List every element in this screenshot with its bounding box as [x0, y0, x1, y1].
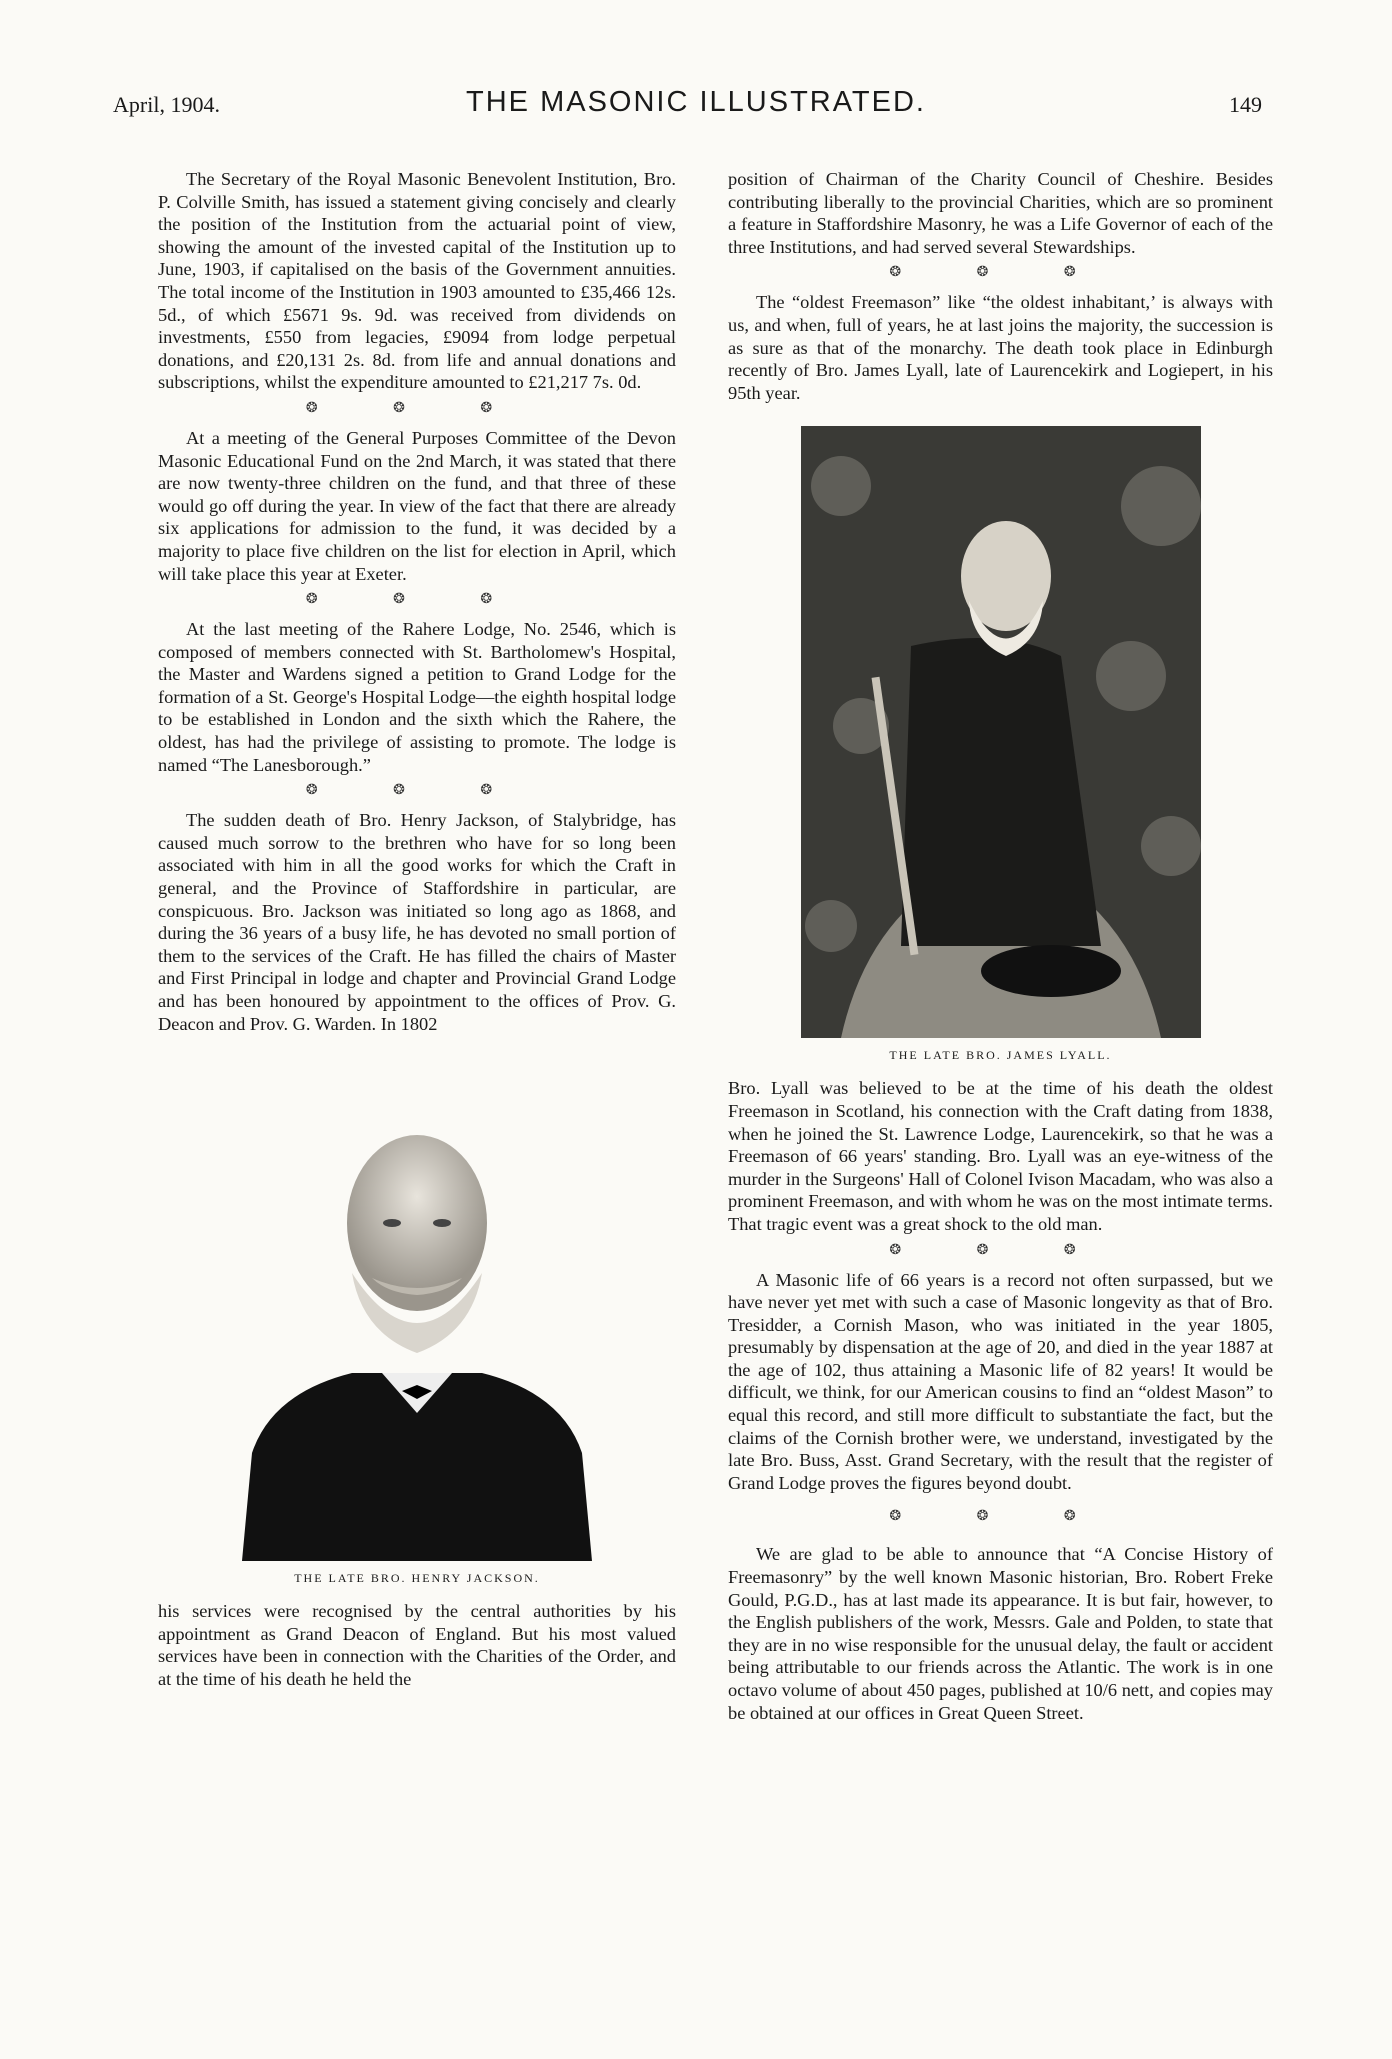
section-ornament: ❂ ❂ ❂ — [889, 265, 1112, 281]
article-jackson-conclusion: position of Chairman of the Charity Council of Cheshire. Besides contributing liberally to the provincial Charities, which are so prominent a feature in Staffordshire Masonry, he was a Life Governor of each of the three Institutions, and had served several Stewardships. — [728, 169, 1273, 257]
section-ornament: ❂ ❂ ❂ — [889, 1242, 1112, 1258]
left-column — [158, 168, 676, 1691]
article-concise-history: We are glad to be able to announce that “A Concise History of Freemasonry” by the well known Masonic historian, Bro. Robert Freke Gould, P.G.D., has at last made its appearance. It is but fair, however, to the English publishers of the work, Messrs. Gale and Polden, to state that they are in no wise responsible for the unusual delay, the fault or accident being attributable to our friends across the Atlantic. The work is in one octavo volume of about 450 pages, published at 10/6 nett, and copies may be obtained at our offices in Great Queen Street. — [728, 1544, 1273, 1723]
article-henry-jackson: The sudden death of Bro. Henry Jackson, of Stalybridge, has caused much sorrow to the brethren who have for so long been associated with him in all the good works for which the Craft in general, and the Province of Staffordshire in particular, are conspicuous. Bro. Jackson was initiated so long ago as 1868, and during the 36 years of a busy life, he has devoted no small portion of them to the services of the Craft. He has filled the chairs of Master and First Principal in lodge and chapter and Provincial Grand Lodge and has been honoured by appointment to the offices of Prov. G. Deacon and Prov. G. Warden. In 1802 — [158, 810, 676, 1034]
article-devon-educational-fund: At a meeting of the General Purposes Committee of the Devon Masonic Educational Fund on the 2nd March, it was stated that there are now twenty-three children on the fund, and that three of these would go off during the year. In view of the fact that there are already six applications for admission to the fund, it was decided by a majority to place five children on the list for election in April, which will take place this year at Exeter. — [158, 427, 676, 584]
article-henry-jackson-continued: his services were recognised by the central authorities by his appointment as Grand Deacon of England. But his most valued services have been in connection with the Charities of the Order, and at the time of his death he held the — [158, 1601, 676, 1689]
section-ornament: ❂ ❂ ❂ — [889, 1509, 1112, 1525]
james-lyall-portrait — [801, 426, 1201, 1038]
right-column — [728, 168, 1273, 1724]
issue-date: April, 1904. — [113, 92, 220, 117]
section-ornament: ❂ ❂ ❂ — [305, 400, 529, 416]
article-rahere-lodge: At the last meeting of the Rahere Lodge, No. 2546, which is composed of members connected with St. Bartholomew's Hospital, the Master and Wardens signed a petition to Grand Lodge for the formation of a St. George's Hospital Lodge—the eighth hospital lodge to be established in London and the sixth which the Rahere, the oldest, has had the privilege of assisting to promote. The lodge is named “The Lanesborough.” — [158, 619, 676, 775]
henry-jackson-portrait — [232, 1073, 602, 1561]
page-number: 149 — [1229, 92, 1262, 117]
page-header — [0, 86, 1392, 126]
lyall-caption: THE LATE BRO. JAMES LYALL. — [889, 1048, 1112, 1063]
jackson-caption: THE LATE BRO. HENRY JACKSON. — [294, 1571, 540, 1586]
portrait-figure — [232, 1073, 602, 1561]
article-tresidder: A Masonic life of 66 years is a record not often surpassed, but we have never yet met with such a case of Masonic longevity as that of Bro. Tresidder, a Cornish Mason, who was initiated in the year 1805, presumably by dispensation at the age of 20, and died in the year 1887 at the age of 102, thus attaining a Masonic life of 82 years! It would be difficult, we think, for our American cousins to find an “oldest Mason” to equal this record, and still more difficult to substantiate the fact, but the claims of the Cornish brother were, we understand, investigated by the late Bro. Buss, Asst. Grand Secretary, with the result that the register of Grand Lodge proves the figures beyond doubt. — [728, 1269, 1273, 1493]
section-ornament: ❂ ❂ ❂ — [305, 783, 529, 799]
article-oldest-freemason: The “oldest Freemason” like “the oldest inhabitant,’ is always with us, and when, full of years, he at last joins the majority, the succession is as sure as that of the monarchy. The death took place in Edinburgh recently of Bro. James Lyall, late of Laurencekirk and Logiepert, in his 95th year. — [728, 292, 1273, 403]
article-benevolent-institution: The Secretary of the Royal Masonic Benevolent Institution, Bro. P. Colville Smith, has issued a statement giving concisely and clearly the position of the Institution from the actuarial point of view, showing the amount of the invested capital of the Institution up to June, 1903, if capitalised on the basis of the Government annuities. The total income of the Institution in 1903 amounted to £35,466 12s. 5d., of which £5671 9s. 9d. was received from dividends on investments, £550 from legacies, £9094 from lodge perpetual donations, and £20,131 2s. 8d. from life and annual donations and subscriptions, whilst the expenditure amounted to £21,217 7s. 0d. — [158, 169, 676, 393]
article-lyall-details: Bro. Lyall was believed to be at the time of his death the oldest Freemason in Scotland, his connection with the Craft dating from 1838, when he joined the St. Lawrence Lodge, Laurencekirk, so that he was a Freemason of 66 years' standing. Bro. Lyall was an eye-witness of the murder in the Surgeons' Hall of Colonel Ivison Macadam, who was also a prominent Freemason, and with whom he was on the most intimate terms. That tragic event was a great shock to the old man. — [728, 1078, 1273, 1234]
portrait-figure — [801, 426, 1201, 1038]
masthead-title: THE MASONIC ILLUSTRATED. — [466, 86, 926, 118]
section-ornament: ❂ ❂ ❂ — [305, 592, 529, 608]
